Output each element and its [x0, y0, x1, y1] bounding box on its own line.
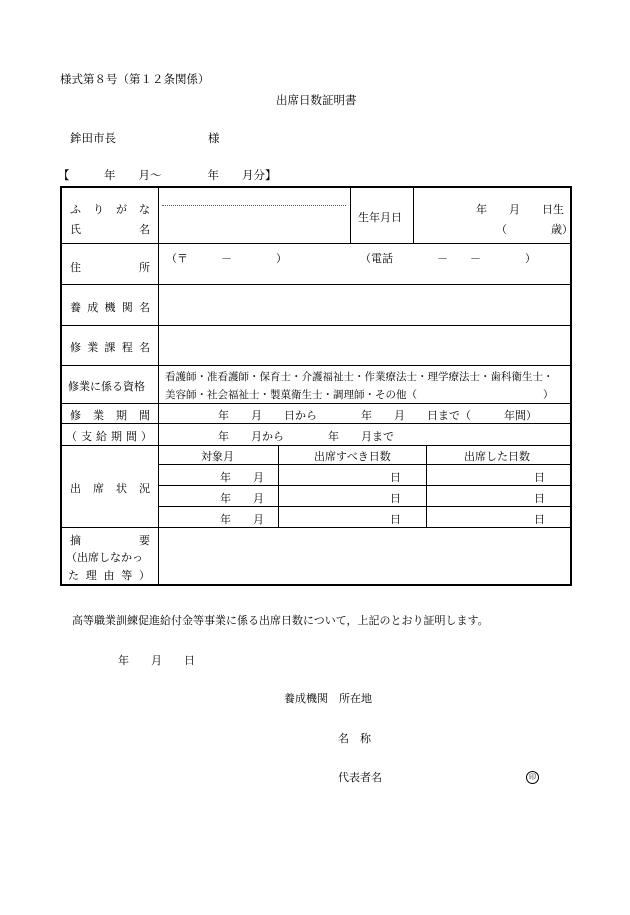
page-title: 出席日数証明書 [276, 93, 357, 107]
remarks-note-line1: （出席しなかっ [66, 551, 143, 564]
postal-code-value: （〒 － ） [166, 252, 287, 265]
institution-name-label: 養 成 機 関 名 [70, 301, 150, 314]
attendance-row-3-required: 日 [390, 513, 401, 526]
qualification-options-line1: 看護師・准看護師・保育士・介護福祉士・作業療法士・理学療法士・歯科衛生士・ [165, 371, 554, 383]
address-label: 住 所 [70, 261, 150, 274]
payment-period-label: （ 支 給 期 間 ） [66, 430, 152, 443]
addressee: 鉾田市長 様 [70, 131, 220, 145]
study-period-label: 修 業 期 間 [70, 409, 150, 422]
age-value: （ 歳） [496, 223, 573, 236]
column-header-required-days: 出席すべき日数 [314, 450, 391, 463]
representative-label: 代表者名 [338, 771, 382, 784]
attendance-row-1-required: 日 [390, 471, 401, 484]
study-period-value: 年 月 日から 年 月 日まで（ 年間） [218, 409, 537, 422]
course-name-label: 修 業 課 程 名 [70, 341, 150, 354]
attendance-row-1-month: 年 月 [220, 471, 264, 484]
certification-statement: 高等職業訓練促進給付金等事業に係る出席日数について，上記のとおり証明します。 [72, 614, 489, 627]
institution-address-label: 養成機関 所在地 [284, 692, 372, 705]
name-label: 氏 名 [70, 223, 150, 236]
attendance-row-2-required: 日 [390, 492, 401, 505]
attendance-form-table [60, 186, 572, 586]
remarks-note-line2: た 理 由 等 ） [68, 569, 150, 582]
payment-period-value: 年 月から 年 月まで [218, 430, 394, 443]
column-header-month: 対象月 [201, 450, 234, 463]
seal-icon: 印 [526, 769, 539, 784]
remarks-label: 摘 要 [70, 534, 150, 547]
attendance-row-3-attended: 日 [534, 513, 545, 526]
attendance-row-2-attended: 日 [534, 492, 545, 505]
qualification-label: 修業に係る資格 [68, 380, 145, 393]
phone-value: （電話 － － ） [360, 252, 536, 265]
birth-date-value: 年 月 日生 [476, 203, 564, 216]
institution-name-field-label: 名 称 [338, 732, 371, 745]
certification-date: 年 月 日 [118, 654, 195, 667]
target-period: 【 年 月～ 年 月分】 [58, 168, 277, 182]
birth-date-label: 生年月日 [358, 211, 402, 224]
attendance-status-label: 出 席 状 況 [70, 482, 150, 495]
column-header-attended-days: 出席した日数 [464, 450, 530, 463]
qualification-options-line2: 美容師・社会福祉士・製菓衛生士・調理師・その他（ ） [165, 389, 554, 401]
attendance-row-2-month: 年 月 [220, 492, 264, 505]
form-number: 様式第８号（第１２条関係） [60, 72, 210, 86]
furigana-label: ふ り が な [70, 203, 150, 216]
attendance-row-3-month: 年 月 [220, 513, 264, 526]
attendance-row-1-attended: 日 [534, 471, 545, 484]
